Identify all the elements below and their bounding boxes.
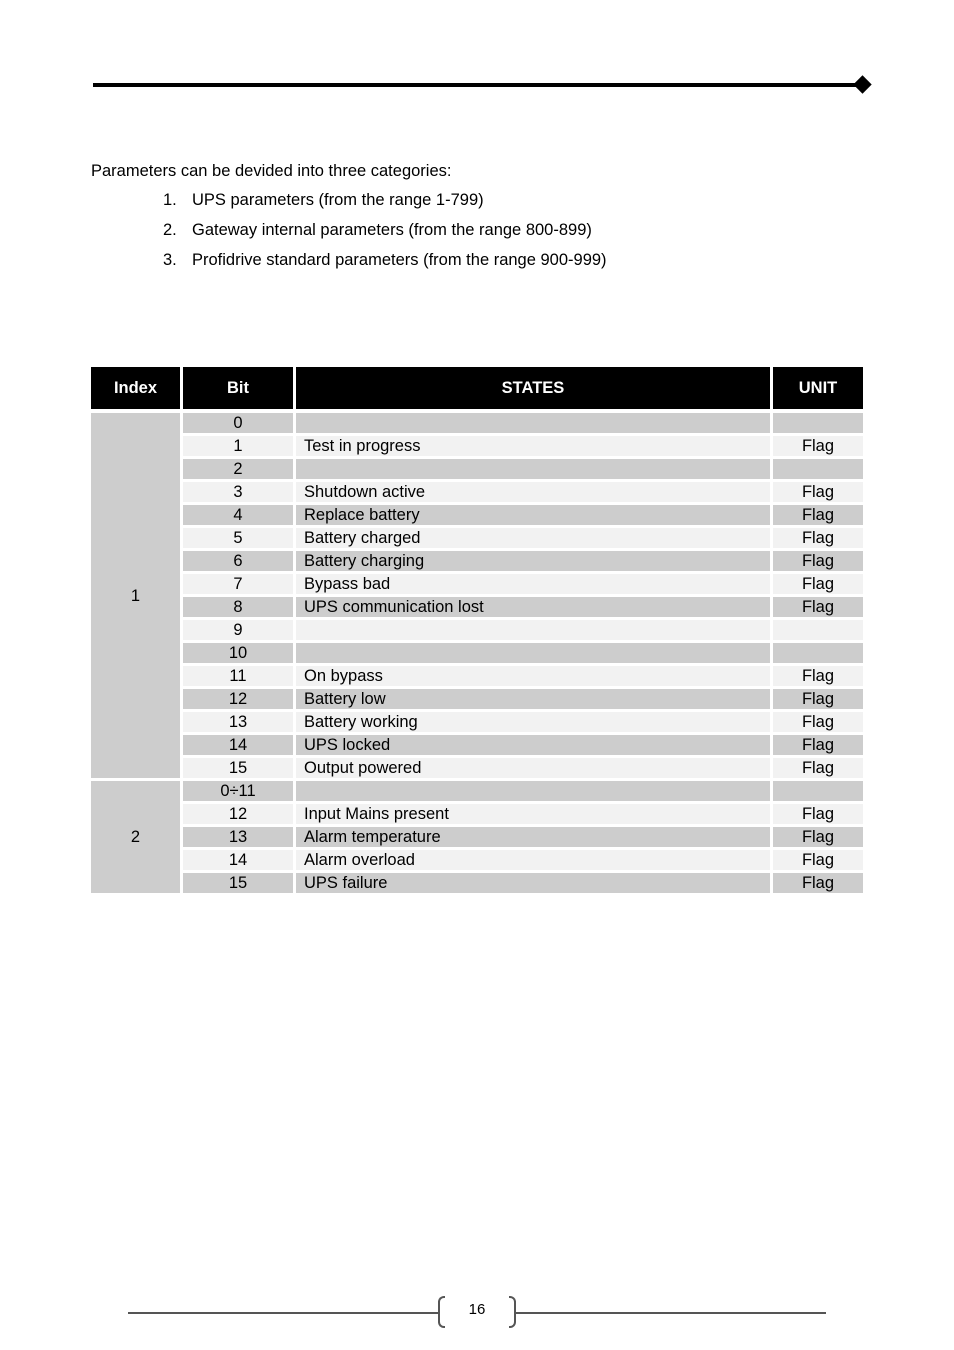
- list-item: [91, 249, 607, 279]
- table-row: [91, 781, 863, 804]
- state-cell: [296, 781, 773, 804]
- footer-bracket-left: [438, 1296, 445, 1328]
- intro-text: Parameters can be devided into three categories:: [91, 162, 452, 180]
- table-row: [91, 597, 863, 620]
- table-row: [91, 873, 863, 896]
- unit-cell: Flag: [773, 574, 863, 597]
- state-cell: [296, 459, 773, 482]
- list-item-text: UPS parameters (from the range 1-799): [192, 191, 484, 209]
- table-row: [91, 482, 863, 505]
- state-cell: UPS communication lost: [296, 597, 773, 620]
- index-cell: 1: [91, 413, 183, 781]
- bit-cell: 7: [183, 574, 296, 597]
- table-row: [91, 689, 863, 712]
- state-cell: Alarm temperature: [296, 827, 773, 850]
- table-row: [91, 505, 863, 528]
- unit-cell: Flag: [773, 528, 863, 551]
- bit-cell: 1: [183, 436, 296, 459]
- unit-cell: [773, 413, 863, 436]
- table-row: [91, 804, 863, 827]
- state-cell: [296, 413, 773, 436]
- table-row: [91, 574, 863, 597]
- bit-cell: 13: [183, 827, 296, 850]
- unit-cell: [773, 781, 863, 804]
- bit-cell: 0: [183, 413, 296, 436]
- bit-cell: 11: [183, 666, 296, 689]
- index-cell: 2: [91, 781, 183, 896]
- list-item: [91, 219, 607, 249]
- state-cell: UPS locked: [296, 735, 773, 758]
- bit-cell: 13: [183, 712, 296, 735]
- header-unit: UNIT: [773, 367, 863, 413]
- bit-cell: 12: [183, 804, 296, 827]
- state-cell: Input Mains present: [296, 804, 773, 827]
- state-cell: Output powered: [296, 758, 773, 781]
- unit-cell: Flag: [773, 735, 863, 758]
- footer-line-left: [128, 1312, 440, 1314]
- unit-cell: [773, 620, 863, 643]
- unit-cell: Flag: [773, 597, 863, 620]
- table-header-row: [91, 367, 863, 413]
- list-item-number: 2.: [163, 221, 177, 239]
- list-item-number: 3.: [163, 251, 177, 269]
- table-row: [91, 620, 863, 643]
- table-row: [91, 643, 863, 666]
- list-item-text: Profidrive standard parameters (from the range 900-999): [192, 251, 607, 269]
- parameters-table: [91, 367, 863, 896]
- unit-cell: Flag: [773, 505, 863, 528]
- footer-line-right: [514, 1312, 826, 1314]
- state-cell: Test in progress: [296, 436, 773, 459]
- bit-cell: 14: [183, 735, 296, 758]
- state-cell: Battery working: [296, 712, 773, 735]
- unit-cell: Flag: [773, 758, 863, 781]
- bit-cell: 2: [183, 459, 296, 482]
- bit-cell: 4: [183, 505, 296, 528]
- unit-cell: Flag: [773, 804, 863, 827]
- state-cell: Alarm overload: [296, 850, 773, 873]
- state-cell: Replace battery: [296, 505, 773, 528]
- header-states: STATES: [296, 367, 773, 413]
- list-item-number: 1.: [163, 191, 177, 209]
- state-cell: On bypass: [296, 666, 773, 689]
- state-cell: [296, 620, 773, 643]
- table-row: [91, 551, 863, 574]
- bit-cell: 8: [183, 597, 296, 620]
- unit-cell: Flag: [773, 482, 863, 505]
- unit-cell: [773, 643, 863, 666]
- header-index: Index: [91, 367, 183, 413]
- list-item: [91, 189, 607, 219]
- list-item-text: Gateway internal parameters (from the range 800-899): [192, 221, 592, 239]
- unit-cell: Flag: [773, 850, 863, 873]
- table-row: [91, 758, 863, 781]
- table-row: [91, 666, 863, 689]
- table-row: [91, 850, 863, 873]
- bit-cell: 10: [183, 643, 296, 666]
- bit-cell: 6: [183, 551, 296, 574]
- bit-cell: 12: [183, 689, 296, 712]
- unit-cell: Flag: [773, 873, 863, 896]
- bit-cell: 14: [183, 850, 296, 873]
- state-cell: [296, 643, 773, 666]
- bit-cell: 9: [183, 620, 296, 643]
- state-cell: Shutdown active: [296, 482, 773, 505]
- unit-cell: Flag: [773, 551, 863, 574]
- state-cell: UPS failure: [296, 873, 773, 896]
- unit-cell: Flag: [773, 712, 863, 735]
- header-rule: [93, 83, 863, 87]
- table-row: [91, 413, 863, 436]
- page-number: 16: [468, 1301, 486, 1318]
- unit-cell: Flag: [773, 666, 863, 689]
- table-row: [91, 735, 863, 758]
- table-row: [91, 436, 863, 459]
- header-bit: Bit: [183, 367, 296, 413]
- state-cell: Battery charging: [296, 551, 773, 574]
- table-row: [91, 712, 863, 735]
- unit-cell: Flag: [773, 827, 863, 850]
- unit-cell: [773, 459, 863, 482]
- table-row: [91, 459, 863, 482]
- bit-cell: 5: [183, 528, 296, 551]
- unit-cell: Flag: [773, 689, 863, 712]
- bit-cell: 15: [183, 873, 296, 896]
- state-cell: Bypass bad: [296, 574, 773, 597]
- unit-cell: Flag: [773, 436, 863, 459]
- table-row: [91, 528, 863, 551]
- table-body: [91, 413, 863, 896]
- bit-cell: 0÷11: [183, 781, 296, 804]
- state-cell: Battery low: [296, 689, 773, 712]
- categories-list: [91, 189, 607, 279]
- bit-cell: 3: [183, 482, 296, 505]
- table-row: [91, 827, 863, 850]
- bit-cell: 15: [183, 758, 296, 781]
- state-cell: Battery charged: [296, 528, 773, 551]
- header-diamond-icon: [853, 75, 871, 93]
